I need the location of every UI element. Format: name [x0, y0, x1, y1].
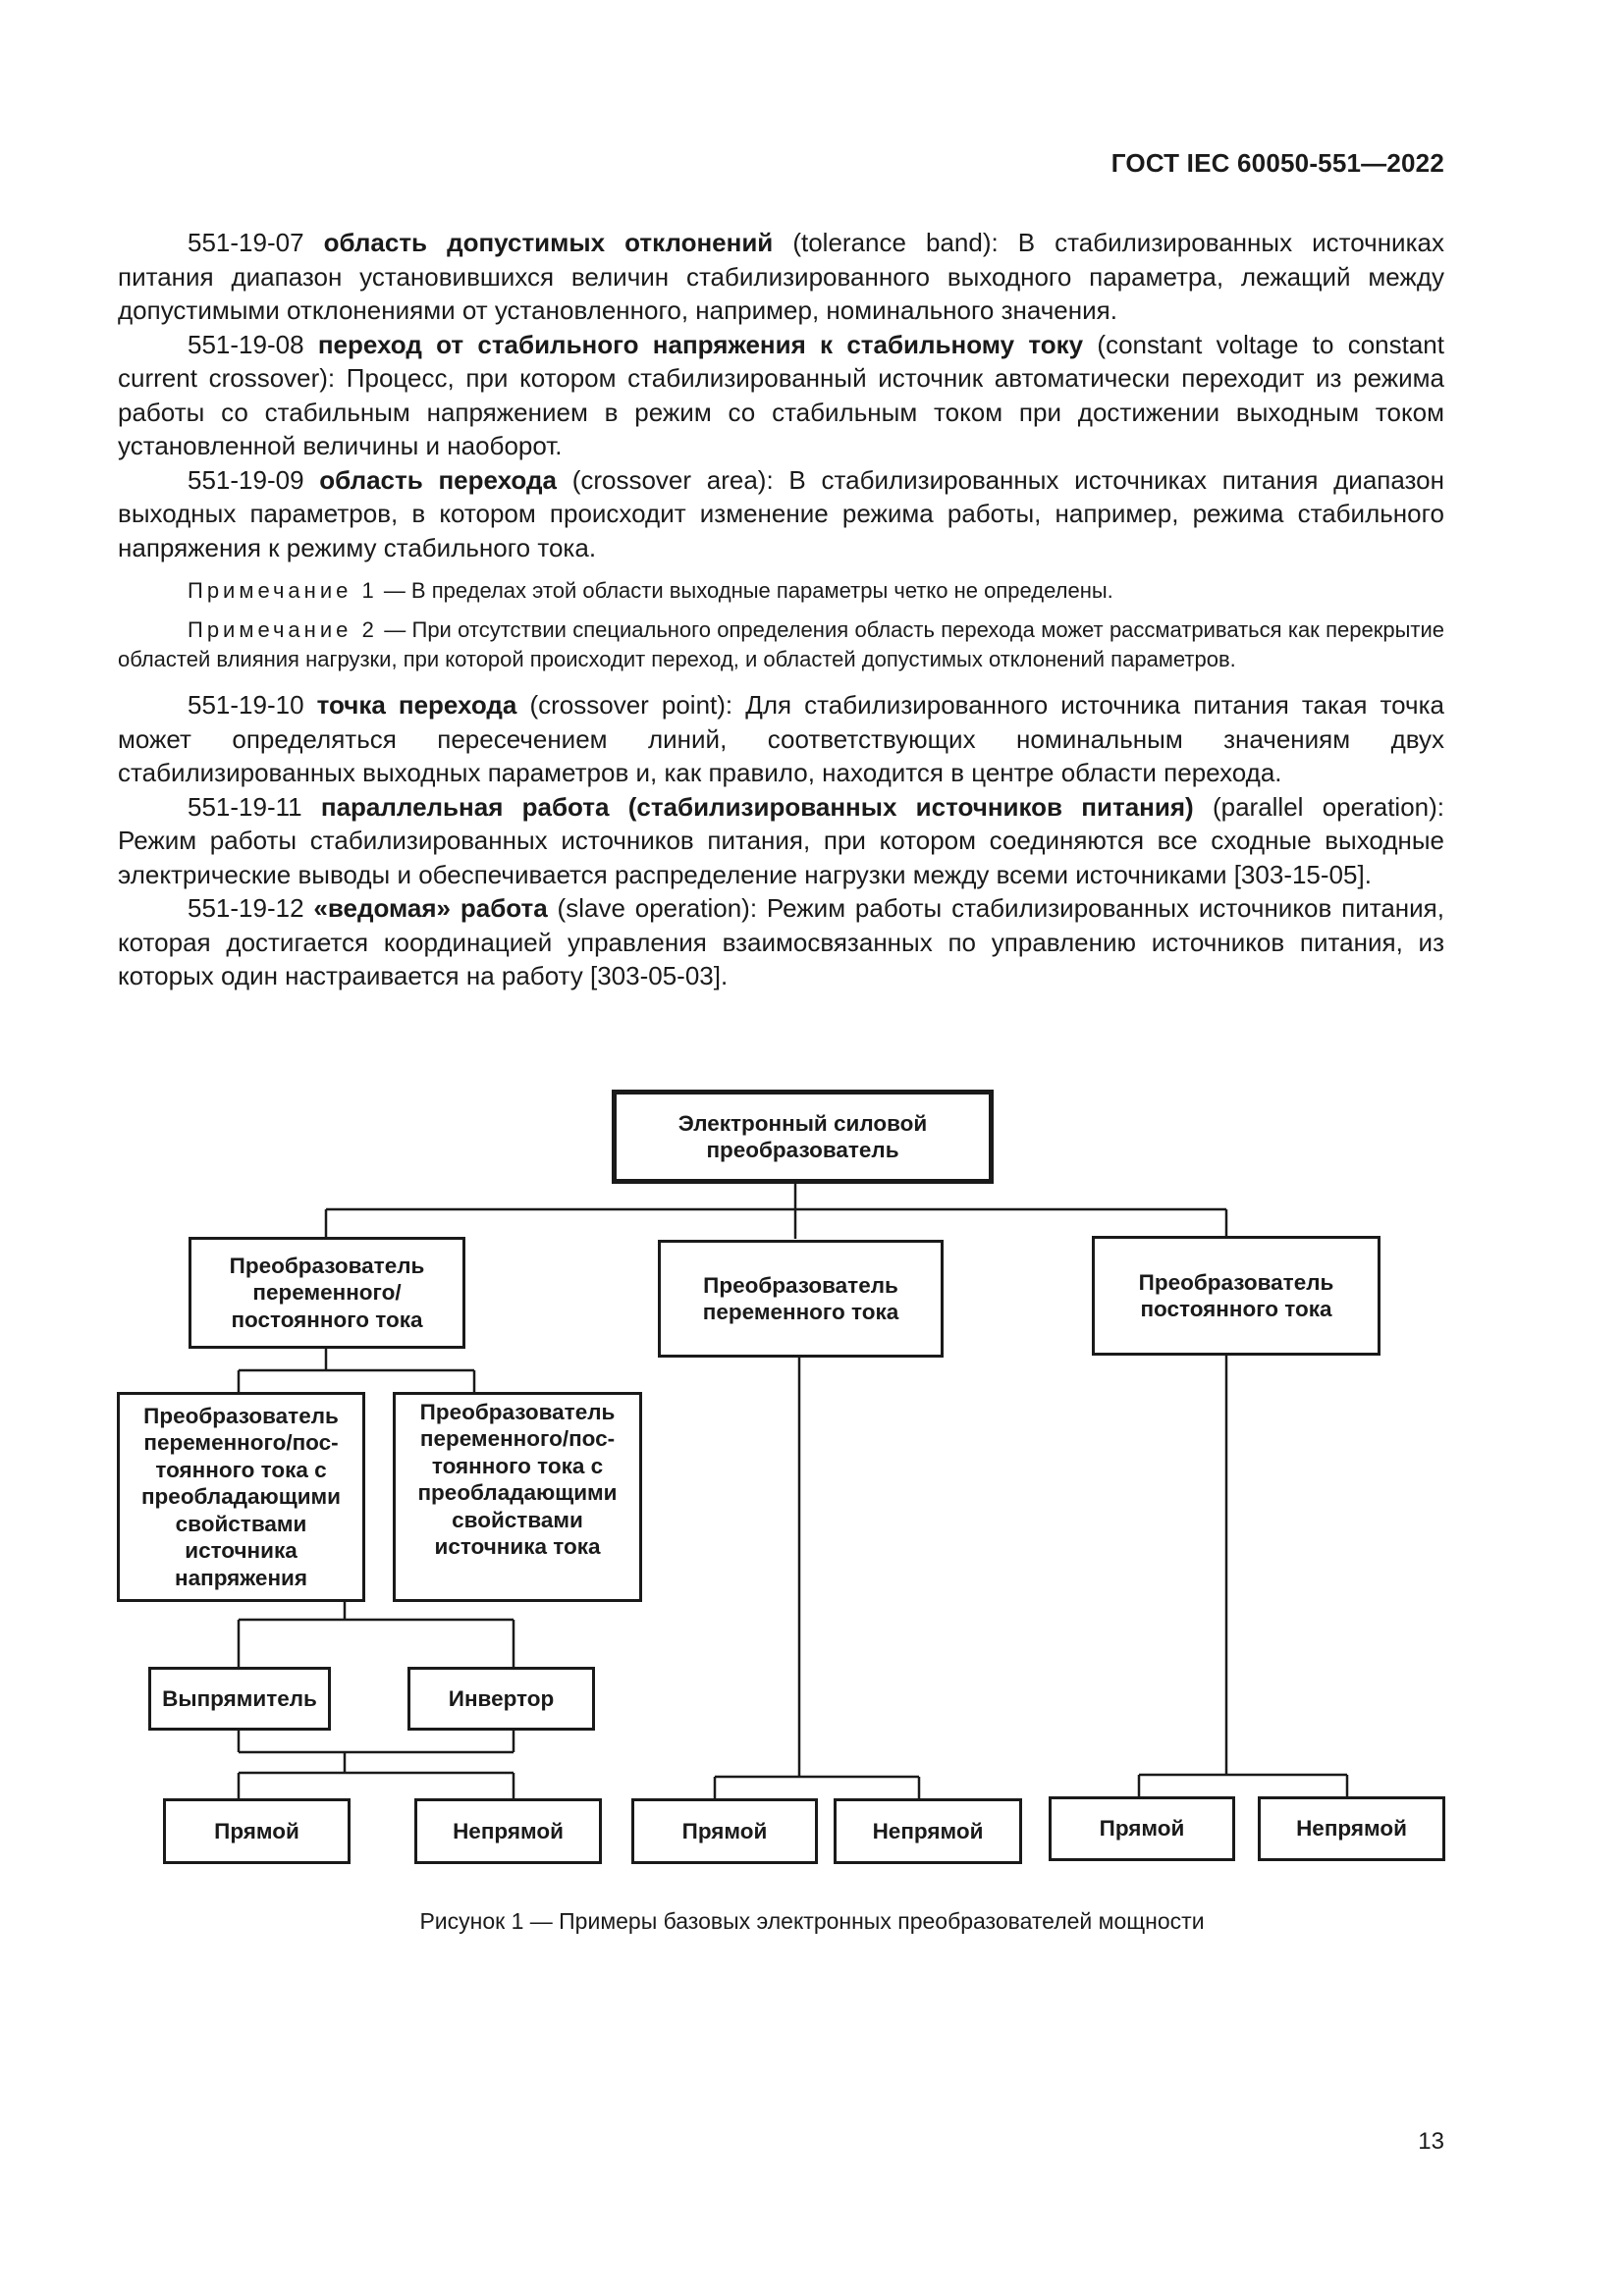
ac-converter-box: Преобразователь переменного тока: [658, 1240, 944, 1358]
note-1: [118, 576, 1444, 606]
term-title: переход от стабильного напряжения к стабильному току: [317, 329, 1084, 359]
rectifier-box: Выпрямитель: [148, 1667, 331, 1731]
document-header: ГОСТ IEC 60050-551—2022: [1110, 148, 1444, 178]
body-text: [118, 226, 1444, 993]
term-definition: (parallel operation): Режим работы стабилизированных источников питания, при котором соединяются все сходные выходные электрические выводы и обеспечивается распределение нагрузки между всеми источниками [303-15-05].: [118, 791, 1444, 889]
indirect-box-ac: Непрямой: [834, 1798, 1022, 1864]
direct-box-dc: Прямой: [1049, 1796, 1235, 1861]
term-definition: (crossover area): В стабилизированных источниках питания диапазон выходных параметров, в котором происходит изменение режима работы, например, режима стабильного напряжения к режиму стабильного тока.: [118, 464, 1444, 562]
term-title: «ведомая» работа: [313, 893, 548, 923]
page-number: 13: [1418, 2128, 1444, 2155]
term-title: точка перехода: [316, 690, 517, 720]
note-2: [118, 615, 1444, 674]
term-definition: (tolerance band): В стабилизированных источниках питания диапазон установившихся величин стабилизированного выходного параметра, лежащий между допустимыми отклонениями от установленного, например, номинального значения.: [118, 228, 1444, 325]
note-text: — При отсутствии специального определения область перехода может рассматриваться как перекрытие областей влияния нагрузки, при которой происходит переход, и областей допустимых отклонений параметров.: [118, 617, 1444, 671]
term-number: 551-19-07: [188, 228, 304, 257]
voltage-source-converter-box: Преобразователь переменного/пос- тоянного тока с преобладающими свойствами источника напряжения: [117, 1392, 365, 1602]
term-number: 551-19-10: [188, 690, 304, 720]
term-title: параллельная работа (стабилизированных источников питания): [320, 791, 1194, 822]
direct-box-ac: Прямой: [631, 1798, 818, 1864]
term-definition: (constant voltage to constant current crossover): Процесс, при котором стабилизированный источник автоматически переходит из режима работы со стабильным напряжением в режим со стабильным током при достижении выходным током установленной величины и наоборот.: [118, 329, 1444, 460]
indirect-box-dc: Непрямой: [1258, 1796, 1445, 1861]
definition-551-19-12: [118, 891, 1444, 993]
term-title: область перехода: [319, 464, 557, 495]
term-number: 551-19-09: [188, 464, 304, 495]
term-definition: (crossover point): Для стабилизированного источника питания такая точка может определяться пересечением линий, соответствующих номинальным значениям двух стабилизированных выходных параметров и, как правило, находится в центре области перехода.: [118, 690, 1444, 787]
indirect-box-acdc: Непрямой: [414, 1798, 602, 1864]
definition-551-19-11: [118, 790, 1444, 892]
note-text: — В пределах этой области выходные параметры четко не определены.: [383, 578, 1113, 603]
figure-caption: Рисунок 1 — Примеры базовых электронных преобразователей мощности: [419, 1908, 1205, 1934]
direct-box-acdc: Прямой: [163, 1798, 351, 1864]
definition-551-19-10: [118, 688, 1444, 790]
current-source-converter-box: Преобразователь переменного/пос- тоянного тока с преобладающими свойствами источника тока: [393, 1392, 642, 1602]
term-number: 551-19-11: [188, 791, 302, 822]
note-label: Примечание 1: [188, 578, 378, 603]
term-number: 551-19-12: [188, 893, 304, 923]
dc-converter-box: Преобразователь постоянного тока: [1092, 1236, 1380, 1356]
acdc-converter-box: Преобразователь переменного/ постоянного тока: [189, 1237, 465, 1349]
note-label: Примечание 2: [188, 617, 378, 642]
inverter-box: Инвертор: [407, 1667, 595, 1731]
term-number: 551-19-08: [188, 329, 304, 359]
term-title: область допустимых отклонений: [323, 228, 774, 257]
root-converter-box: Электронный силовой преобразователь: [612, 1090, 994, 1184]
definition-551-19-09: [118, 463, 1444, 565]
definition-551-19-08: [118, 328, 1444, 463]
term-definition: (slave operation): Режим работы стабилизированных источников питания, которая достигается координацией управления взаимосвязанных по управлению источников питания, из которых один настраивается на работу [303-05-03].: [118, 893, 1444, 990]
definition-551-19-07: [118, 226, 1444, 328]
